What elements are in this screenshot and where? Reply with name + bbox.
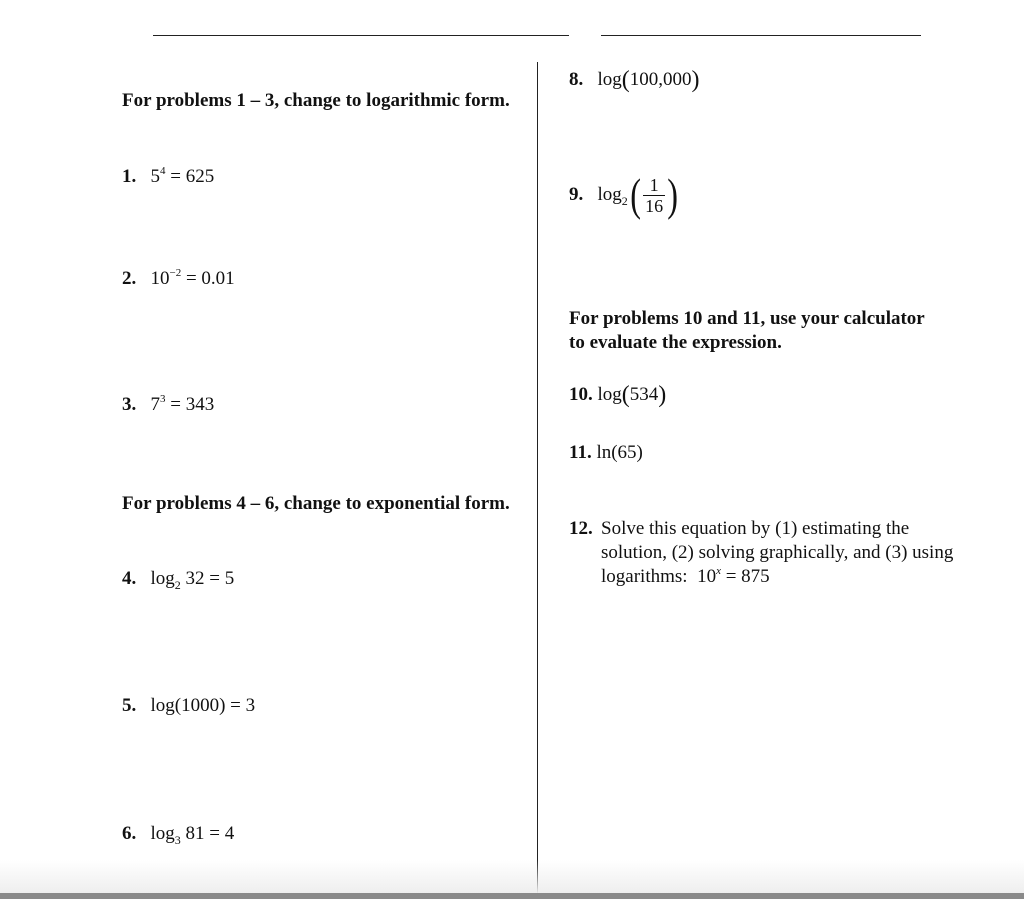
problem-2: 2. $10^{-2} = 0.01$ <box>122 267 235 289</box>
fraction: $\frac{1}{16}$ <box>645 174 664 216</box>
problem-8: 8. log(100,000) <box>569 67 700 93</box>
problem-number: 11. <box>569 442 592 463</box>
section-heading-exponential: For problems 4 – 6, change to exponential form. <box>122 493 510 514</box>
page-bottom-fade <box>0 860 1024 894</box>
problem-number: 12. <box>569 518 593 539</box>
problem-number: 5. <box>122 695 137 716</box>
problem-number: 2. <box>122 268 137 289</box>
problem-number: 6. <box>122 823 137 844</box>
problem-3: 3. $7^3 = 343$ <box>122 393 215 415</box>
problem-12-text: Solve this equation by (1) estimating the solution, (2) solving graphically, and (3) using logarithms: <box>601 518 954 587</box>
problem-number: 4. <box>122 568 137 589</box>
problem-12: 12. Solve this equation by (1) estimating the solution, (2) solving graphically, and (3) using logarithms: $10^x = 875$ <box>569 518 954 587</box>
name-line <box>153 35 569 36</box>
problem-number: 10. <box>569 384 593 405</box>
section-heading-calculator: For problems 10 and 11, use your calculator to evaluate the expression. <box>569 308 925 353</box>
problem-9: 9. $\log_2$( $\frac{1}{16}$ ) <box>569 169 679 220</box>
section-heading-logarithmic: For problems 1 – 3, change to logarithmic form. <box>122 90 510 111</box>
problem-4: 4. $\log_2 32 = 5$ <box>122 568 235 592</box>
page-bottom-edge <box>0 893 1024 899</box>
problem-number: 1. <box>122 166 137 187</box>
column-divider <box>537 62 538 895</box>
problem-10: 10. log(534) <box>569 382 667 408</box>
date-line <box>601 35 921 36</box>
problem-number: 8. <box>569 69 584 90</box>
problem-5: 5. log(1000) = 3 <box>122 695 256 716</box>
problem-11: 11. ln(65) <box>569 442 643 463</box>
problem-number: 9. <box>569 184 584 205</box>
problem-1: 1. $5^4 = 625$ <box>122 165 215 187</box>
problem-6: 6. $\log_3 81 = 4$ <box>122 823 235 847</box>
problem-number: 3. <box>122 394 137 415</box>
